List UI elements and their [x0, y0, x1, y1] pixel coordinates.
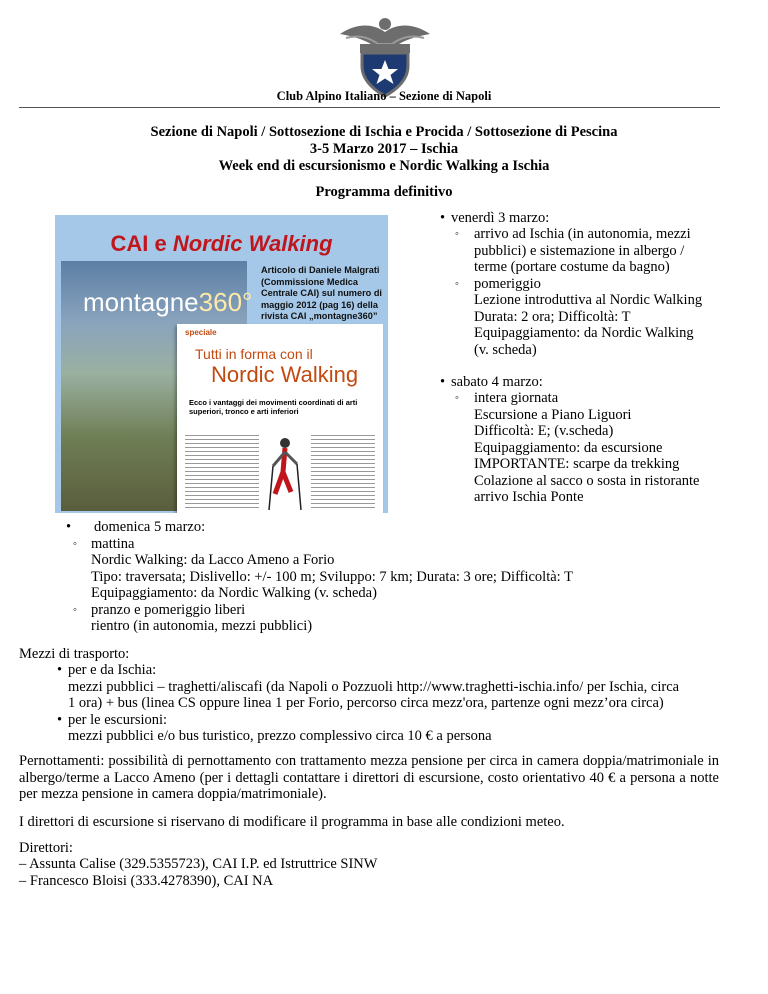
title-dates: 3-5 Marzo 2017 – Ischia: [309, 141, 459, 157]
poster-caption: Articolo di Daniele Malgrati (Commissione Medica Centrale CAI) sul numero di maggio 2012 (pag 16) della rivista CAI „montagne360”: [261, 265, 382, 321]
friday-day: venerdì 3 marzo:: [451, 210, 550, 226]
sunday-line: Tipo: traversata; Dislivello: +/- 100 m; Sviluppo: 7 km; Durata: 3 ore; Difficoltà: T: [91, 569, 573, 585]
friday-line: (v. scheda): [474, 342, 537, 358]
sub-bullet: ◦: [455, 228, 459, 240]
sunday-day: domenica 5 marzo:: [94, 519, 206, 535]
magazine-name: montagne360°: [83, 287, 253, 317]
transport-item: per le escursioni:: [68, 712, 168, 728]
bullet: •: [66, 519, 72, 535]
saturday-line: Escursione a Piano Liguori: [474, 407, 632, 423]
accommodation-paragraph: Pernottamenti: possibilità di pernottamento con trattamento mezza pensione per circa in camera doppia/matrimoniale in albergo/terme a Lacco Ameno (per i dettagli contattare i direttori di escursione, costo orientativo 40 € a persona a notte per mezza pensione in camera doppia/matrimoniale).: [19, 753, 719, 802]
bullet: •: [57, 662, 63, 678]
saturday-line: Colazione al sacco o sosta in ristorante: [474, 473, 700, 489]
saturday-line: IMPORTANTE: scarpe da trekking: [474, 456, 680, 472]
weather-note: I direttori di escursione si riservano di modificare il programma in base alle condizioni meteo.: [19, 814, 565, 830]
transport-title: Mezzi di trasporto:: [19, 646, 130, 662]
article-special-label: speciale: [185, 328, 217, 337]
article-page: [177, 324, 383, 513]
transport-detail: 1 ora) + bus (linea CS oppure linea 1 per Forio, percorso circa mezz'ora, partenze ogni mezz’ora circa): [68, 695, 664, 711]
sub-bullet: ◦: [73, 604, 77, 616]
saturday-line: Difficoltà: E; (v.scheda): [474, 423, 614, 439]
friday-line: arrivo ad Ischia (in autonomia, mezzi: [474, 226, 691, 242]
title-sections: Sezione di Napoli / Sottosezione di Ischia e Procida / Sottosezione di Pescina: [150, 124, 618, 140]
sunday-line: Equipaggiamento: da Nordic Walking (v. scheda): [91, 585, 377, 601]
saturday-line: arrivo Ischia Ponte: [474, 489, 584, 505]
article-text-column: [311, 432, 375, 510]
bullet: •: [440, 210, 446, 226]
sunday-line: pranzo e pomeriggio liberi: [91, 602, 246, 618]
article-text-column: [185, 432, 259, 510]
sub-bullet: ◦: [73, 538, 77, 550]
header-divider: [19, 107, 720, 108]
sunday-line: Nordic Walking: da Lacco Ameno a Forio: [91, 552, 335, 568]
bullet: •: [57, 712, 63, 728]
cai-logo-icon: [338, 14, 432, 98]
saturday-day: sabato 4 marzo:: [451, 374, 543, 390]
friday-line: Equipaggiamento: da Nordic Walking: [474, 325, 694, 341]
director-entry: – Assunta Calise (329.5355723), CAI I.P. ed Istruttrice SINW: [19, 856, 378, 872]
friday-line: Lezione introduttiva al Nordic Walking: [474, 292, 703, 308]
article-title-line2: Nordic Walking: [211, 362, 359, 387]
sunday-line: rientro (in autonomia, mezzi pubblici): [91, 618, 313, 634]
poster-title: CAI e Nordic Walking: [110, 231, 333, 256]
sub-bullet: ◦: [455, 278, 459, 290]
transport-item: per e da Ischia:: [68, 662, 157, 678]
article-title-line1: Tutti in forma con il: [195, 346, 313, 362]
bullet: •: [440, 374, 446, 390]
transport-detail: mezzi pubblici – traghetti/aliscafi (da Napoli o Pozzuoli http://www.traghetti-ischia.info/ per Ischia, circa: [68, 679, 680, 695]
directors-title: Direttori:: [19, 840, 73, 856]
director-entry: – Francesco Bloisi (333.4278390), CAI NA: [19, 873, 274, 889]
title-event: Week end di escursionismo e Nordic Walking a Ischia: [218, 158, 550, 174]
sub-bullet: ◦: [455, 392, 459, 404]
friday-line: Durata: 2 ora; Difficoltà: T: [474, 309, 631, 325]
friday-line: pomeriggio: [474, 276, 541, 292]
nordic-walking-poster: [55, 215, 388, 513]
friday-line: terme (portare costume da bagno): [474, 259, 670, 275]
nordic-walker-icon: [265, 436, 305, 512]
saturday-line: intera giornata: [474, 390, 559, 406]
organization-name: Club Alpino Italiano – Sezione di Napoli: [276, 89, 492, 103]
saturday-line: Equipaggiamento: da escursione: [474, 440, 663, 456]
article-lead: Ecco i vantaggi dei movimenti coordinati di arti superiori, tronco e arti inferiori: [189, 398, 358, 416]
sunday-line: mattina: [91, 536, 135, 552]
friday-line: pubblici) e sistemazione in albergo /: [474, 243, 685, 259]
transport-detail: mezzi pubblici e/o bus turistico, prezzo complessivo circa 10 € a persona: [68, 728, 492, 744]
program-heading: Programma definitivo: [315, 184, 453, 200]
